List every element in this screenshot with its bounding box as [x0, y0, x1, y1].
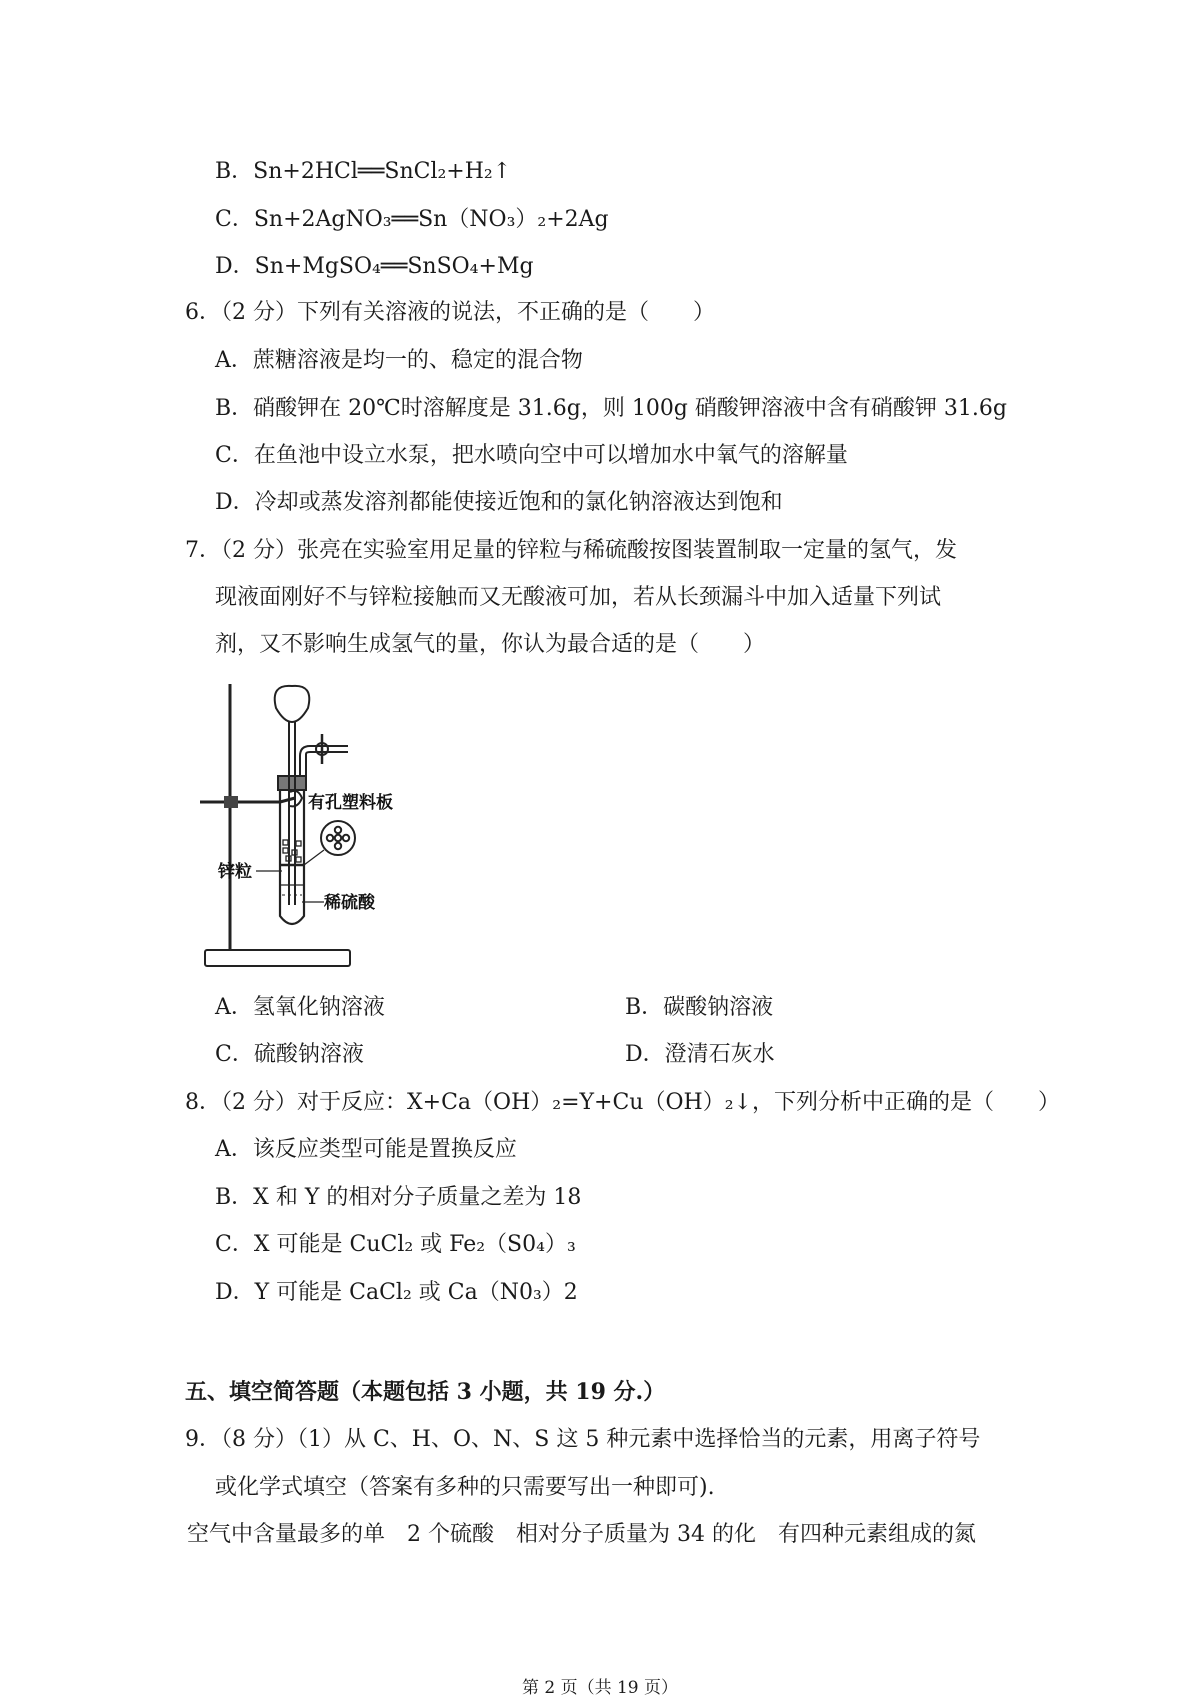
q7-option-a: A．氢氧化钠溶液 — [215, 995, 385, 1020]
q9-stem-line1: 9．（8 分）（1）从 C、H、O、N、S 这 5 种元素中选择恰当的元素，用离子符号 — [185, 1427, 981, 1452]
q8-option-c: C．X 可能是 CuCl₂ 或 Fe₂（S0₄）₃ — [215, 1232, 576, 1257]
page-footer: 第 2 页（共 19 页） — [521, 1678, 679, 1698]
section-heading: 五、填空简答题（本题包括 3 小题，共 19 分.） — [185, 1379, 666, 1405]
q8-option-d: D．Y 可能是 CaCl₂ 或 Ca（N0₃）2 — [215, 1280, 578, 1305]
q6-stem: 6．（2 分）下列有关溶液的说法，不正确的是（ ） — [185, 300, 715, 325]
plate-label: 有孔塑料板 — [308, 793, 393, 813]
q8-option-a: A．该反应类型可能是置换反应 — [215, 1137, 517, 1162]
q8-stem: 8．（2 分）对于反应：X+Ca（OH）₂=Y+Cu（OH）₂↓，下列分析中正确的是（ ） — [185, 1090, 1060, 1115]
stopper — [278, 776, 306, 790]
zinc-label: 锌粒 — [218, 862, 252, 882]
q6-option-d: D．冷却或蒸发溶剂都能使接近饱和的氯化钠溶液达到饱和 — [215, 490, 783, 515]
q7-stem-line3: 剂，又不影响生成氢气的量，你认为最合适的是（ ） — [215, 632, 766, 657]
acid-label: 稀硫酸 — [324, 893, 375, 913]
hydrogen-apparatus-figure — [200, 680, 490, 970]
q9-stem-line2: 或化学式填空（答案有多种的只需要写出一种即可). — [215, 1475, 715, 1500]
q9-table-header: 空气中含量最多的单 2 个硫酸 相对分子质量为 34 的化 有四种元素组成的氮 — [187, 1522, 976, 1547]
q6-option-c: C．在鱼池中设立水泵，把水喷向空中可以增加水中氧气的溶解量 — [215, 443, 848, 468]
long-neck-funnel — [275, 686, 310, 722]
q5-option-d: D．Sn+MgSO₄══SnSO₄+Mg — [215, 254, 534, 279]
q7-stem-line2: 现液面刚好不与锌粒接触而又无酸液可加，若从长颈漏斗中加入适量下列试 — [215, 585, 942, 610]
q8-option-b: B．X 和 Y 的相对分子质量之差为 18 — [215, 1185, 582, 1210]
q7-stem-line1: 7．（2 分）张亮在实验室用足量的锌粒与稀硫酸按图装置制取一定量的氢气，发 — [185, 538, 957, 563]
q7-option-d: D．澄清石灰水 — [625, 1042, 775, 1067]
q6-option-b: B．硝酸钾在 20℃时溶解度是 31.6g，则 100g 硝酸钾溶液中含有硝酸钾 31.6g — [215, 396, 1007, 421]
delivery-tube — [300, 746, 348, 776]
q5-option-b: B．Sn+2HCl══SnCl₂+H₂↑ — [215, 159, 512, 184]
stand-base — [205, 950, 350, 966]
q7-option-c: C．硫酸钠溶液 — [215, 1042, 364, 1067]
q7-option-b: B．碳酸钠溶液 — [625, 995, 774, 1020]
q5-option-c: C．Sn+2AgNO₃══Sn（NO₃）₂+2Ag — [215, 207, 609, 232]
q6-option-a: A．蔗糖溶液是均一的、稳定的混合物 — [215, 348, 583, 373]
